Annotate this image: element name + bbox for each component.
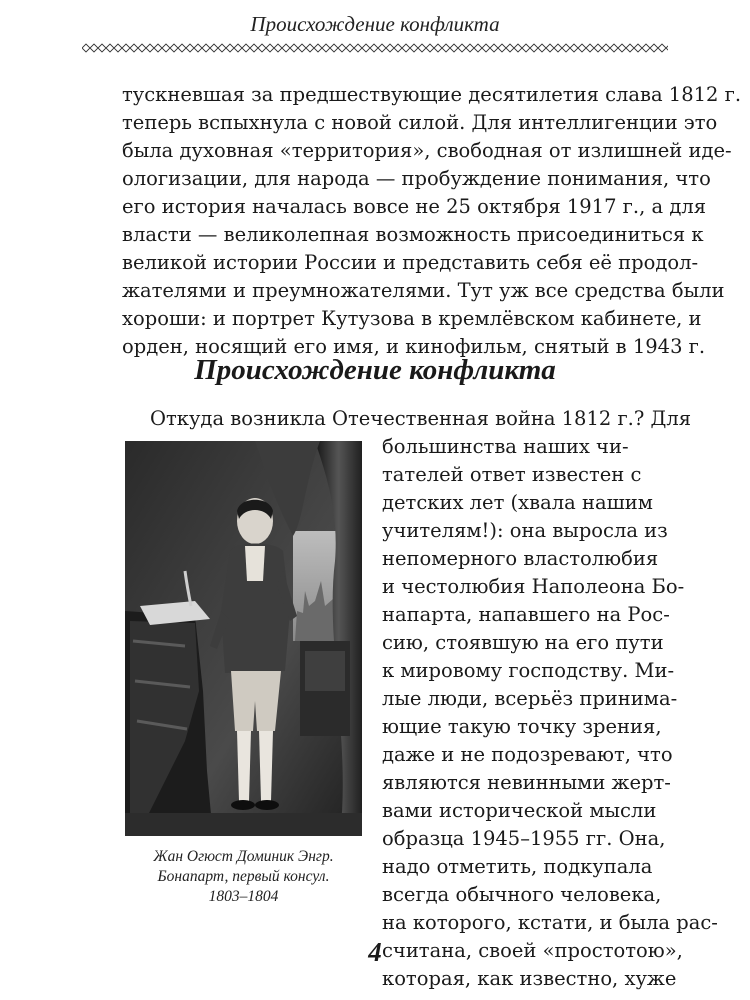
text-line: великой истории России и представить себя её продол- <box>122 251 699 274</box>
text-line: на которого, кстати, и была рас- <box>382 911 718 934</box>
text-line: учителям!): она выросла из <box>382 519 668 542</box>
text-line: сию, стоявшую на его пути <box>382 631 664 654</box>
text-line: всегда обычного человека, <box>382 883 662 906</box>
text-line: к мировому господству. Ми- <box>382 659 675 682</box>
text-line: ющие такую точку зрения, <box>382 715 662 738</box>
text-line: и честолюбия Наполеона Бо- <box>382 575 685 598</box>
paragraph-continued <box>122 81 742 361</box>
text-line: его история началась вовсе не 25 октября 1917 г., а для <box>122 195 707 218</box>
text-line: теперь вспыхнула с новой силой. Для интеллигенции это <box>122 111 718 134</box>
text-line: вами исторической мысли <box>382 799 657 822</box>
text-line: ологизации, для народа — пробуждение понимания, что <box>122 167 711 190</box>
text-line: власти — великолепная возможность присоединиться к <box>122 223 704 246</box>
text-line: тускневшая за предшествующие десятилетия слава 1812 г. <box>122 83 742 106</box>
text-line: являются невинными жерт- <box>382 771 671 794</box>
running-head: Происхождение конфликта <box>250 12 500 36</box>
text-line: лые люди, всерьёз принима- <box>382 687 678 710</box>
section-heading: Происхождение конфликта <box>194 354 556 386</box>
text-line: орден, носящий его имя, и кинофильм, снятый в 1943 г. <box>122 335 706 358</box>
napoleon-portrait-image <box>125 441 362 836</box>
text-line: детских лет (хвала нашим <box>382 491 653 514</box>
caption-line: Жан Огюст Доминик Энгр. <box>153 848 334 865</box>
figure-caption <box>125 847 362 907</box>
caption-line: Бонапарт, первый консул. <box>157 868 330 885</box>
text-line: непомерного властолюбия <box>382 547 659 570</box>
text-line: считана, своей «простотою», <box>382 939 683 962</box>
paragraph-side-column <box>382 433 718 993</box>
text-line: надо отметить, подкупала <box>382 855 653 878</box>
text-line: Откуда возникла Отечественная война 1812 г.? Для <box>150 407 692 430</box>
text-line: напарта, напавшего на Рос- <box>382 603 670 626</box>
text-line: даже и не подозревают, что <box>382 743 673 766</box>
text-line: была духовная «территория», свободная от излишней иде- <box>122 139 732 162</box>
ornament-divider <box>82 43 668 53</box>
text-line: большинства наших чи- <box>382 435 629 458</box>
page-number: 4 <box>368 937 382 967</box>
text-line: которая, как известно, хуже <box>382 967 677 990</box>
text-line: хороши: и портрет Кутузова в кремлёвском кабинете, и <box>122 307 702 330</box>
text-line: жателями и преумножателями. Тут уж все средства были <box>122 279 725 302</box>
text-line: тателей ответ известен с <box>382 463 642 486</box>
paragraph-opening <box>122 405 692 433</box>
caption-line: 1803–1804 <box>208 888 279 905</box>
text-line: образца 1945–1955 гг. Она, <box>382 827 666 850</box>
